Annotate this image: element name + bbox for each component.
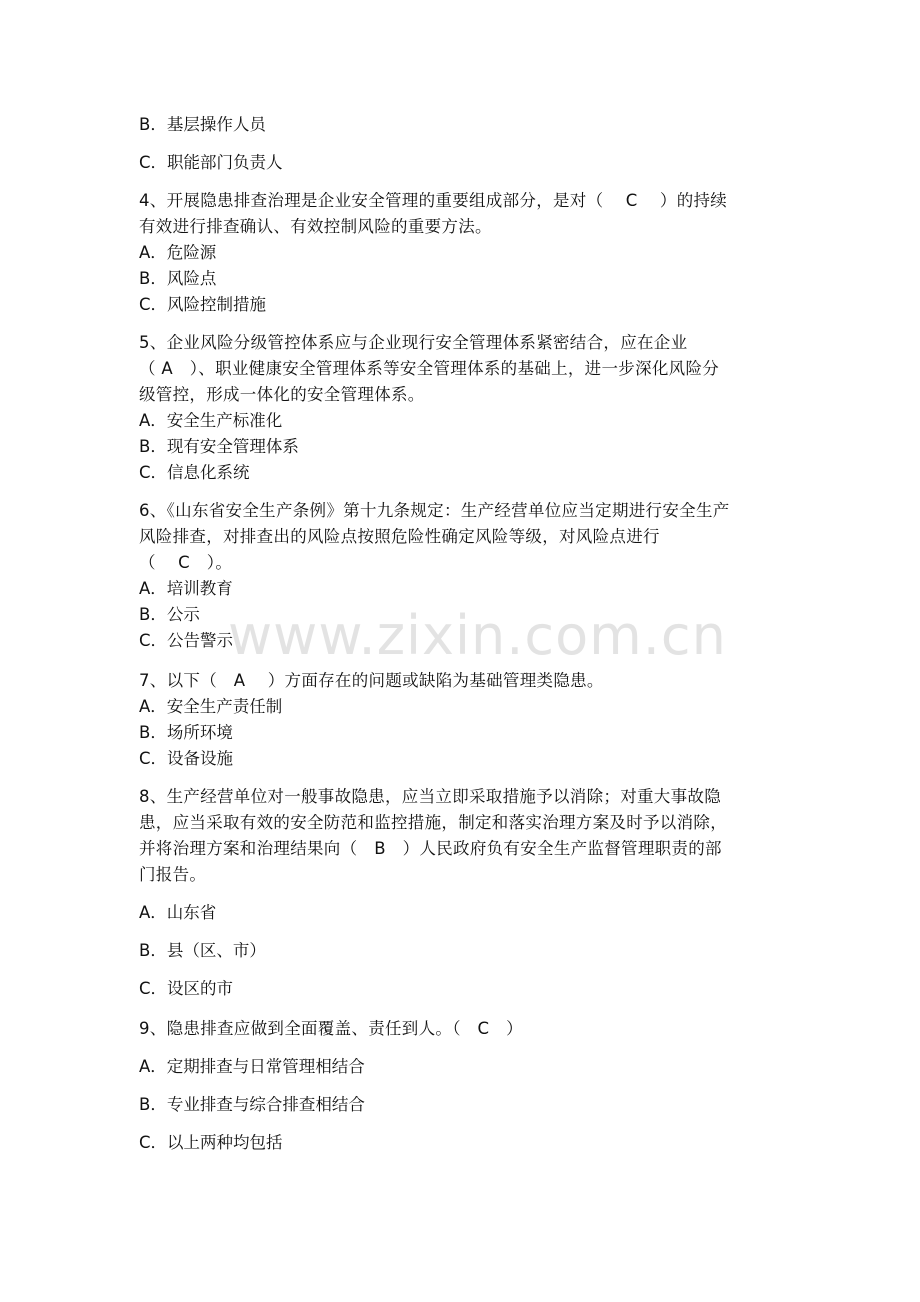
- option-c-q8: C．设区的市: [139, 979, 234, 998]
- question-8-line-2: 患，应当采取有效的安全防范和监控措施，制定和落实治理方案及时予以消除，: [139, 813, 727, 832]
- option-c-q5: C．信息化系统: [139, 463, 250, 482]
- question-6-line-3: （ C ）。: [139, 553, 233, 572]
- question-8-line-3: 并将治理方案和治理结果向（ B ）人民政府负有安全生产监督管理职责的部: [139, 839, 722, 858]
- option-b-q7: B．场所环境: [139, 723, 233, 742]
- question-5-line-1: 5、企业风险分级管控体系应与企业现行安全管理体系紧密结合，应在企业: [139, 333, 688, 352]
- option-b-q9: B．专业排查与综合排查相结合: [139, 1095, 365, 1114]
- question-7-line-1: 7、以下（ A ）方面存在的问题或缺陷为基础管理类隐患。: [139, 671, 604, 690]
- question-4-line-1: 4、开展隐患排查治理是企业安全管理的重要组成部分，是对（ C ）的持续: [139, 191, 728, 210]
- watermark: www.zixin.com.cn: [228, 604, 727, 667]
- question-8-line-4: 门报告。: [139, 865, 207, 884]
- question-5-line-3: 级管控，形成一体化的安全管理体系。: [139, 385, 425, 404]
- option-c-q7: C．设备设施: [139, 749, 234, 768]
- question-5-line-2: （ A ）、职业健康安全管理体系等安全管理体系的基础上，进一步深化风险分: [139, 359, 720, 378]
- question-8-line-1: 8、生产经营单位对一般事故隐患，应当立即采取措施予以消除；对重大事故隐: [139, 787, 721, 806]
- option-b-q4: B．风险点: [139, 269, 217, 288]
- option-a-q9: A．定期排查与日常管理相结合: [139, 1057, 365, 1076]
- question-6-line-1: 6、《山东省安全生产条例》第十九条规定：生产经营单位应当定期进行安全生产: [139, 501, 730, 520]
- option-c-q3: C．职能部门负责人: [139, 153, 283, 172]
- option-a-q4: A．危险源: [139, 243, 217, 262]
- question-6-line-2: 风险排查，对排查出的风险点按照危险性确定风险等级，对风险点进行: [139, 527, 660, 546]
- option-c-q4: C．风险控制措施: [139, 295, 267, 314]
- option-c-q9: C．以上两种均包括: [139, 1133, 283, 1152]
- option-a-q5: A．安全生产标准化: [139, 411, 283, 430]
- option-b-q3: B．基层操作人员: [139, 115, 266, 134]
- option-a-q8: A．山东省: [139, 903, 217, 922]
- option-c-q6: C．公告警示: [139, 631, 234, 650]
- option-b-q6: B．公示: [139, 605, 200, 624]
- option-a-q6: A．培训教育: [139, 579, 233, 598]
- question-4-line-2: 有效进行排查确认、有效控制风险的重要方法。: [139, 217, 492, 236]
- option-b-q5: B．现有安全管理体系: [139, 437, 299, 456]
- question-9-line-1: 9、隐患排查应做到全面覆盖、责任到人。（ C ）: [139, 1019, 523, 1038]
- option-b-q8: B．县（区、市）: [139, 941, 266, 960]
- option-a-q7: A．安全生产责任制: [139, 697, 283, 716]
